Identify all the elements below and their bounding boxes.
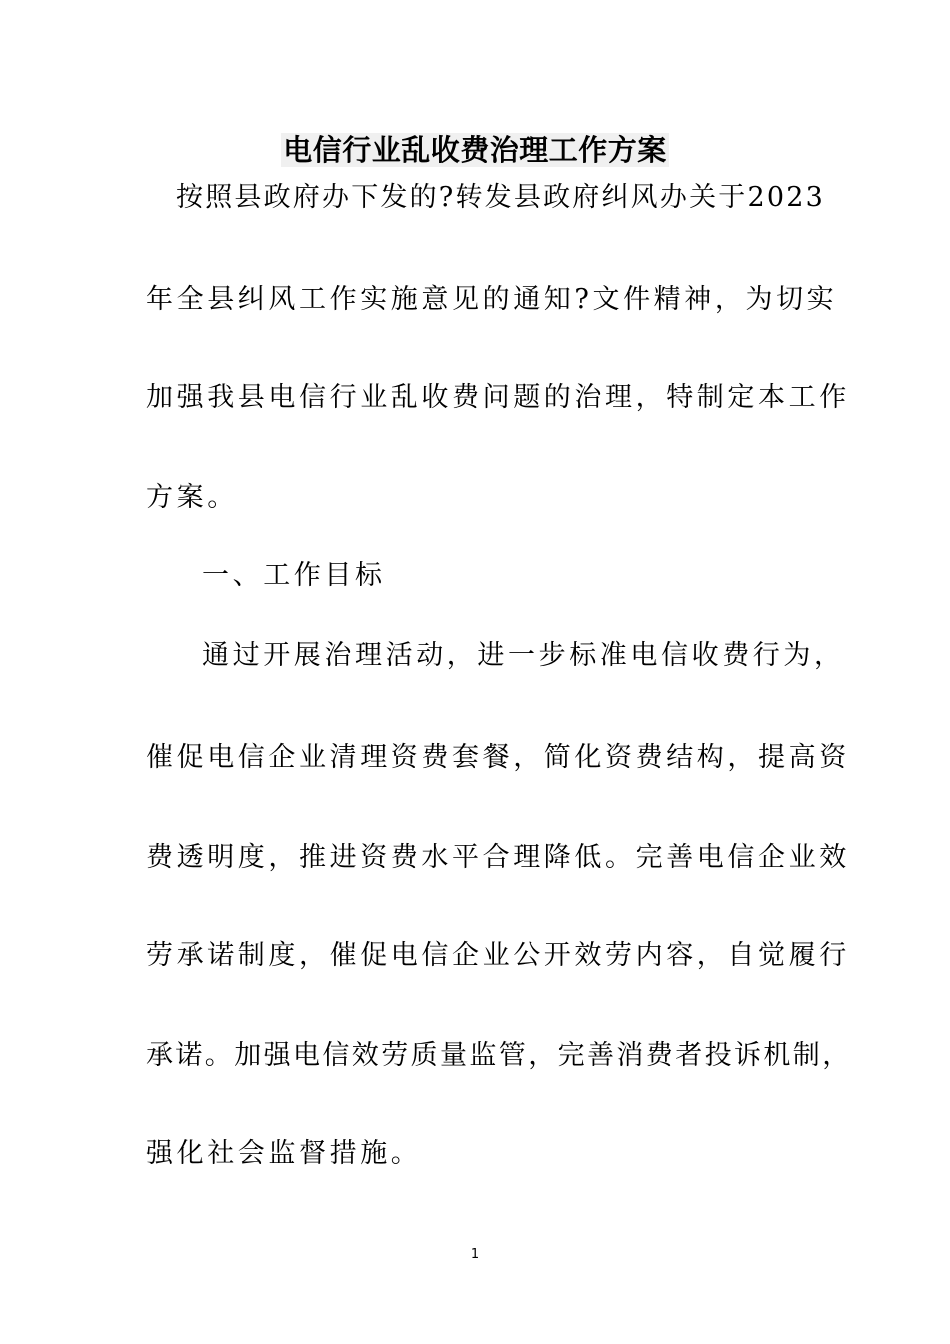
page-number: 1 [470, 1247, 480, 1262]
paragraph-2-line-1: 通过开展治理活动，进一步标准电信收费行为， [202, 640, 845, 671]
paragraph-1-line-2: 年全县纠风工作实施意见的通知?文件精神，为切实 [146, 284, 838, 315]
paragraph-2-line-3: 费透明度，推进资费水平合理降低。完善电信企业效 [146, 842, 850, 873]
document-title [0, 128, 950, 172]
paragraph-1-line-3: 加强我县电信行业乱收费问题的治理，特制定本工作 [146, 382, 850, 413]
section-1-heading: 一、工作目标 [202, 560, 386, 591]
paragraph-2-line-4: 劳承诺制度，催促电信企业公开效劳内容，自觉履行 [146, 940, 850, 971]
paragraph-2-line-5: 承诺。加强电信效劳质量监管，完善消费者投诉机制， [146, 1040, 852, 1071]
paragraph-2-line-2: 催促电信企业清理资费套餐，简化资费结构，提高资 [146, 742, 850, 773]
paragraph-1-line-4: 方案。 [146, 482, 238, 513]
document-title-text: 电信行业乱收费治理工作方案 [283, 133, 667, 167]
paragraph-1-line-1: 按照县政府办下发的?转发县政府纠风办关于2023 [176, 182, 825, 213]
paragraph-2-line-6: 强化社会监督措施。 [146, 1138, 422, 1169]
